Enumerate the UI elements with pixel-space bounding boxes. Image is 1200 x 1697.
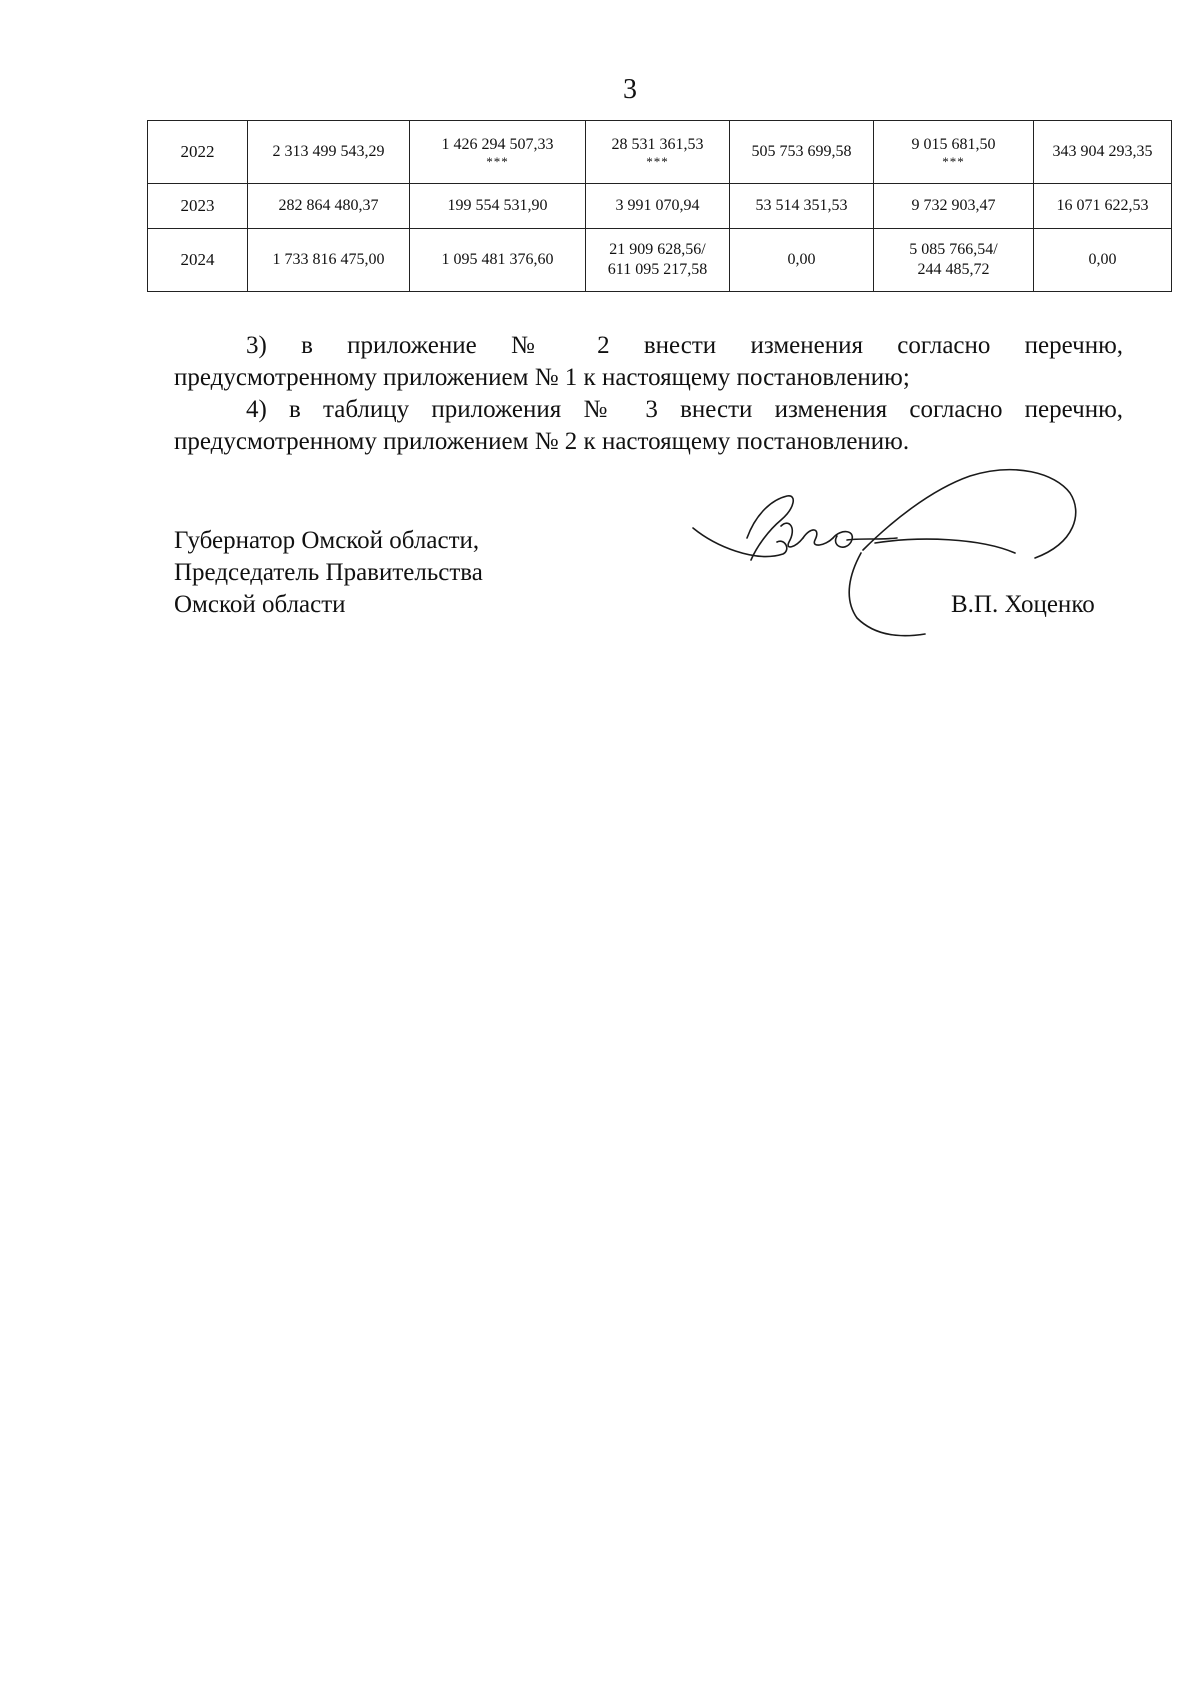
cell-footnote-mark: ***: [942, 154, 965, 169]
amount-cell: [730, 184, 874, 229]
cell-value-second-line: 244 485,72: [917, 261, 990, 278]
table-row: [148, 184, 1172, 229]
amount-cell: [586, 229, 730, 292]
amount-cell: [586, 184, 730, 229]
cell-value-second-line: 611 095 217,58: [607, 261, 708, 278]
cell-value: 282 864 480,37: [278, 197, 379, 214]
cell-value: 3 991 070,94: [615, 197, 700, 214]
cell-value: 199 554 531,90: [447, 197, 548, 214]
cell-value: 1 095 481 376,60: [441, 251, 554, 268]
amount-cell: [730, 121, 874, 184]
amount-cell: [248, 229, 410, 292]
signer-name: В.П. Хоценко: [951, 591, 1095, 618]
cell-value: 0,00: [1088, 251, 1117, 268]
page-number: 3: [623, 74, 637, 105]
paragraph-line: 4) в таблицу приложения № 3 внести изменения согласно перечню,: [246, 396, 1123, 423]
signer-title-line: Омской области: [174, 591, 346, 618]
amount-cell: [410, 121, 586, 184]
amount-cell: [874, 121, 1034, 184]
amount-cell: [1034, 184, 1172, 229]
cell-value: 2 313 499 543,29: [272, 143, 385, 160]
amount-cell: [1034, 229, 1172, 292]
cell-value: 53 514 351,53: [755, 197, 848, 214]
amount-cell: [248, 121, 410, 184]
cell-value: 505 753 699,58: [751, 143, 852, 160]
budget-table: [147, 120, 1172, 292]
amount-cell: [586, 121, 730, 184]
year-cell: 2022: [148, 121, 248, 184]
table-row: [148, 229, 1172, 292]
year-cell: 2024: [148, 229, 248, 292]
year-cell: 2023: [148, 184, 248, 229]
paragraph-item-3: [174, 330, 1123, 394]
cell-value: 9 015 681,50: [911, 136, 996, 153]
cell-value: 9 732 903,47: [911, 197, 996, 214]
amount-cell: [410, 184, 586, 229]
cell-value: 28 531 361,53: [611, 136, 704, 153]
cell-value: 1 426 294 507,33: [441, 136, 554, 153]
amount-cell: [410, 229, 586, 292]
cell-value: 343 904 293,35: [1052, 143, 1153, 160]
amount-cell: [730, 229, 874, 292]
paragraph-item-4: [174, 394, 1123, 458]
cell-value: 1 733 816 475,00: [272, 251, 385, 268]
amount-cell: [1034, 121, 1172, 184]
paragraph-line: предусмотренному приложением № 2 к настоящему постановлению.: [174, 428, 910, 455]
signer-title-line: Губернатор Омской области,: [174, 527, 480, 554]
paragraph-line: предусмотренному приложением № 1 к настоящему постановлению;: [174, 364, 910, 391]
table-row: [148, 121, 1172, 184]
signer-title: [174, 525, 483, 621]
paragraph-line: 3) в приложение № 2 внести изменения согласно перечню,: [246, 332, 1123, 359]
cell-value: 5 085 766,54/: [909, 241, 998, 258]
amount-cell: [874, 229, 1034, 292]
handwritten-signature: [685, 468, 1095, 648]
amount-cell: [874, 184, 1034, 229]
cell-value: 21 909 628,56/: [609, 241, 706, 258]
cell-value: 16 071 622,53: [1056, 197, 1149, 214]
cell-value: 0,00: [787, 251, 816, 268]
cell-footnote-mark: ***: [646, 154, 669, 169]
signer-title-line: Председатель Правительства: [174, 559, 483, 586]
cell-footnote-mark: ***: [486, 154, 509, 169]
amount-cell: [248, 184, 410, 229]
